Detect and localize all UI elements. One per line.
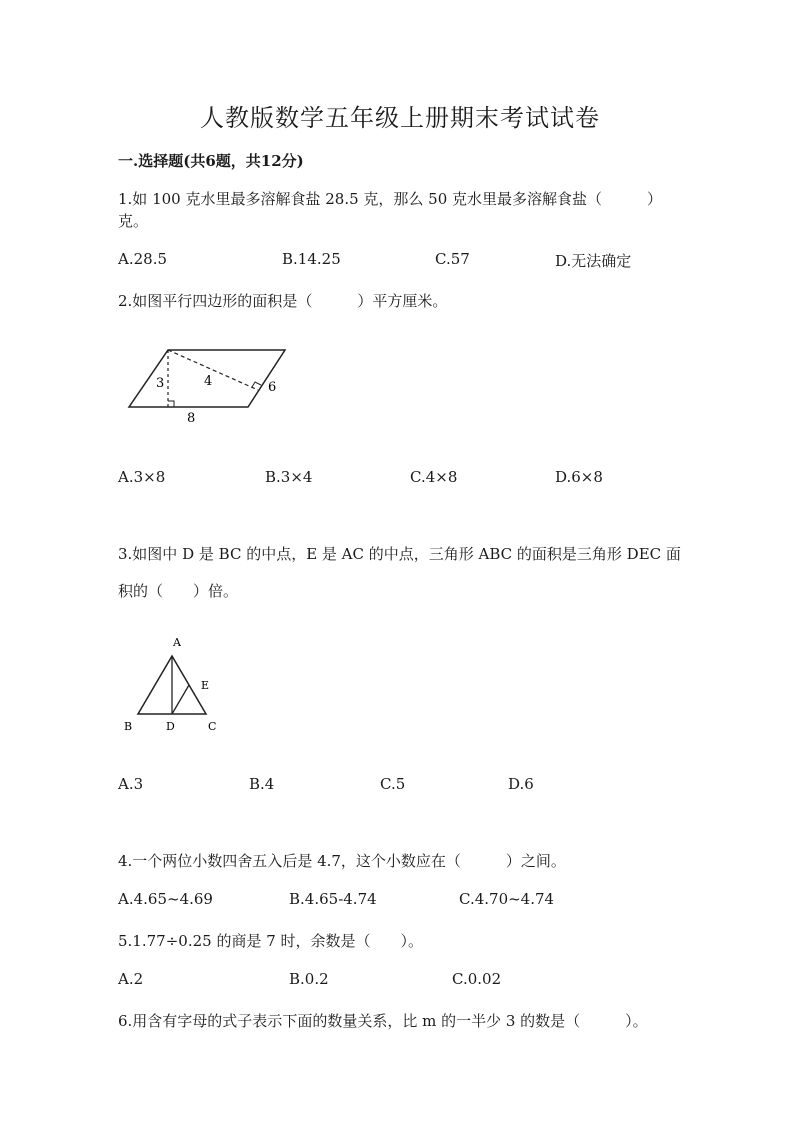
section-heading: 一.选择题(共6题，共12分) [118,152,304,170]
right-angle-mark-base [168,401,174,407]
triangle-figure [118,630,228,740]
q4-option-c[interactable]: C.4.70~4.74 [459,890,555,908]
q3-option-a[interactable]: A.3 [118,775,144,793]
q2-option-d[interactable]: D.6×8 [555,468,603,486]
question-3-text: 3.如图中 D 是 BC 的中点，E 是 AC 的中点，三角形 ABC 的面积是三角形 DEC 面 [118,545,681,563]
question-2-text: 2.如图平行四边形的面积是（ ）平方厘米。 [118,292,448,310]
q1-option-d[interactable]: D.无法确定 [555,252,632,270]
question-1-text: 1.如 100 克水里最多溶解食盐 28.5 克，那么 50 克水里最多溶解食盐（ ） [118,190,663,208]
q5-option-c[interactable]: C.0.02 [452,970,502,988]
q2-option-b[interactable]: B.3×4 [265,468,313,486]
label-c: C [208,720,217,733]
label-b: B [124,720,133,733]
label-d: D [166,720,175,733]
label-6: 6 [268,380,277,395]
q4-option-a[interactable]: A.4.65~4.69 [118,890,213,908]
label-8: 8 [187,411,196,426]
q1-option-b[interactable]: B.14.25 [282,250,341,268]
label-e: E [201,679,210,692]
question-6-text: 6.用含有字母的式子表示下面的数量关系，比 m 的一半少 3 的数是（ ）。 [118,1012,648,1030]
q3-option-d[interactable]: D.6 [508,775,534,793]
q2-option-c[interactable]: C.4×8 [410,468,458,486]
question-4-text: 4.一个两位小数四舍五入后是 4.7，这个小数应在（ ）之间。 [118,852,566,870]
q1-option-a[interactable]: A.28.5 [118,250,167,268]
q1-option-c[interactable]: C.57 [435,250,470,268]
question-5-text: 5.1.77÷0.25 的商是 7 时，余数是（ ）。 [118,932,424,950]
q2-option-a[interactable]: A.3×8 [118,468,166,486]
q5-option-b[interactable]: B.0.2 [289,970,329,988]
page-title: 人教版数学五年级上册期末考试试卷 [200,104,600,132]
q4-option-b[interactable]: B.4.65-4.74 [289,890,377,908]
label-a: A [173,636,181,649]
right-angle-mark-side [252,382,261,387]
q3-option-c[interactable]: C.5 [380,775,406,793]
question-1-text-cont: 克。 [118,212,149,230]
label-4: 4 [204,374,213,389]
line-de [172,685,189,714]
q5-option-a[interactable]: A.2 [118,970,144,988]
q3-option-b[interactable]: B.4 [249,775,275,793]
parallelogram-figure [120,340,300,430]
label-3: 3 [156,376,165,391]
height-line-4 [168,350,258,390]
question-3-text-cont: 积的（ ）倍。 [118,582,239,600]
